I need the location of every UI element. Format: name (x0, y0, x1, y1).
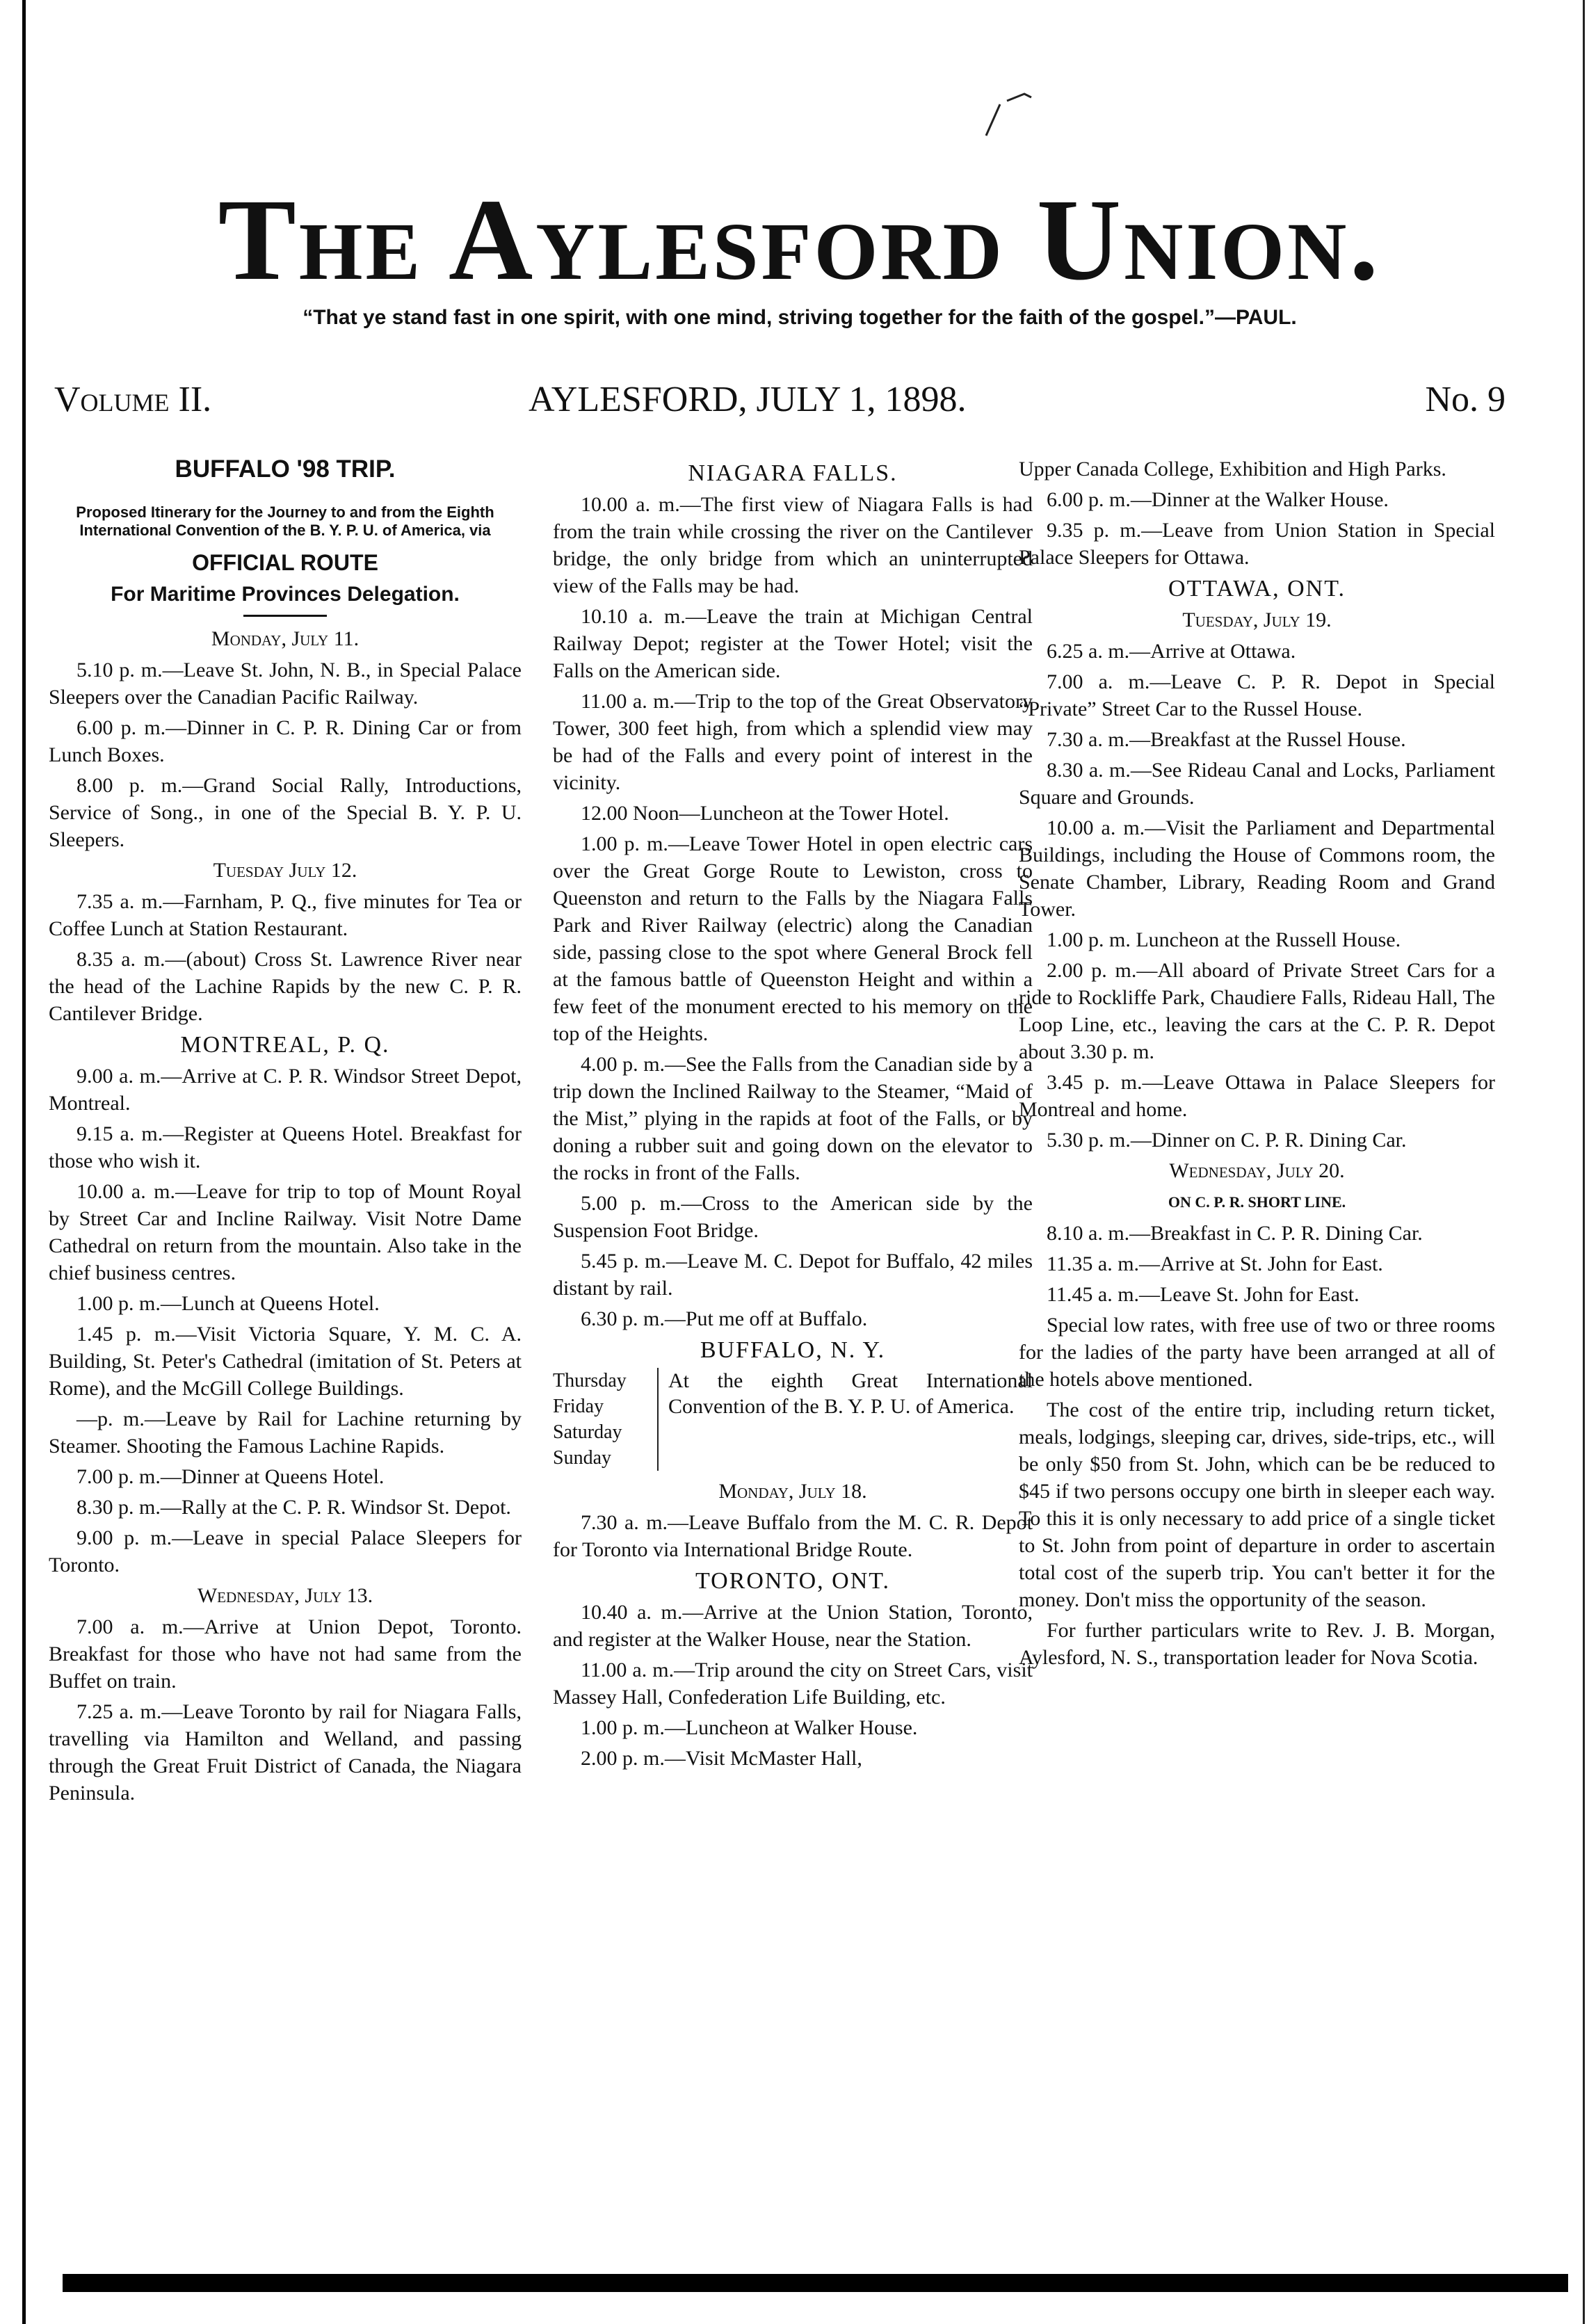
notice-paragraph: Special low rates, with free use of two or three rooms for the ladies of the party have been arranged at all of the hotels above mentioned. (1019, 1314, 1495, 1391)
itinerary-item: 7.00 a. m.—Arrive at Union Depot, Toronto. Breakfast for those who have not had same from the Buffet on train. (49, 1615, 522, 1693)
itinerary-item: —p. m.—Leave by Rail for Lachine returning by Steamer. Shooting the Famous Lachine Rapids. (49, 1407, 522, 1458)
delegation-heading: For Maritime Provinces Delegation. (111, 583, 460, 606)
itinerary-item: 11.35 a. m.—Arrive at St. John for East. (1047, 1252, 1383, 1275)
place-heading: MONTREAL, P. Q. (180, 1032, 390, 1058)
place-heading: BUFFALO, N. Y. (700, 1337, 886, 1363)
dateline: AYLESFORD, JULY 1, 1898. (529, 380, 967, 419)
itinerary-item: 5.00 p. m.—Cross to the American side by the Suspension Foot Bridge. (553, 1192, 1033, 1242)
itinerary-item: 9.00 a. m.—Arrive at C. P. R. Windsor Street Depot, Montreal. (49, 1065, 522, 1115)
column-1 (49, 455, 522, 2261)
itinerary-item: 8.30 p. m.—Rally at the C. P. R. Windsor St. Depot. (76, 1496, 511, 1519)
itinerary-item: 2.00 p. m.—Visit McMaster Hall, (581, 1747, 862, 1770)
itinerary-item: 6.30 p. m.—Put me off at Buffalo. (581, 1307, 868, 1330)
day-heading: Tuesday, July 19. (1182, 608, 1332, 631)
pencil-mark (958, 76, 1035, 139)
section-rule (243, 615, 327, 617)
itinerary-item: 10.00 a. m.—Leave for trip to top of Mount Royal by Street Car and Incline Railway. Visit Notre Dame Cathedral on return from the mountain. Also take in the chief business centres. (49, 1180, 522, 1284)
itinerary-item: 3.45 p. m.—Leave Ottawa in Palace Sleepers for Montreal and home. (1019, 1071, 1495, 1121)
itinerary-item: 10.10 a. m.—Leave the train at Michigan Central Railway Depot; register at the Tower Hotel; visit the Falls on the American side. (553, 605, 1033, 682)
itinerary-item: 1.00 p. m.—Luncheon at Walker House. (581, 1716, 918, 1739)
itinerary-item: 8.35 a. m.—(about) Cross St. Lawrence River near the head of the Lachine Rapids by the new C. P. R. Cantilever Bridge. (49, 948, 522, 1025)
itinerary-item: 11.00 a. m.—Trip to the top of the Great Observatory Tower, 300 feet high, from which a splendid view may be had of the Falls and every point of interest in the vicinity. (553, 690, 1033, 794)
day-heading: Tuesday July 12. (213, 859, 357, 882)
day-heading: Monday, July 18. (718, 1480, 867, 1503)
itinerary-item: 5.10 p. m.—Leave St. John, N. B., in Special Palace Sleepers over the Canadian Pacific Railway. (49, 659, 522, 709)
itinerary-item: 9.35 p. m.—Leave from Union Station in Special Palace Sleepers for Ottawa. (1019, 519, 1495, 569)
itinerary-item: 7.35 a. m.—Farnham, P. Q., five minutes for Tea or Coffee Lunch at Station Restaurant. (49, 890, 522, 940)
itinerary-item: 2.00 p. m.—All aboard of Private Street Cars for a ride to Rockliffe Park, Chaudiere Falls, Rideau Hall, The Loop Line, etc., leaving the cars at the C. P. R. Depot about 3.30 p. m. (1019, 959, 1495, 1063)
itinerary-item: 10.00 a. m.—The first view of Niagara Falls is had from the train while crossing the river on the Cantilever bridge, the only bridge from which an uninterrupted view of the Falls may be had. (553, 493, 1033, 597)
itinerary-item: 7.00 a. m.—Leave C. P. R. Depot in Special “Private” Street Car to the Russel House. (1019, 670, 1495, 720)
days-list (553, 1368, 657, 1471)
itinerary-item: 11.00 a. m.—Trip around the city on Street Cars, visit Massey Hall, Confederation Life Building, etc. (553, 1659, 1033, 1709)
volume-label: Volume II. (54, 380, 212, 419)
itinerary-item: 8.10 a. m.—Breakfast in C. P. R. Dining Car. (1047, 1222, 1423, 1245)
itinerary-item: 5.30 p. m.—Dinner on C. P. R. Dining Car. (1047, 1129, 1407, 1152)
itinerary-item: 1.00 p. m.—Lunch at Queens Hotel. (76, 1292, 380, 1315)
itinerary-item: 7.30 a. m.—Leave Buffalo from the M. C. R. Depot for Toronto via International Bridge Route. (553, 1511, 1033, 1561)
masthead-title: The Aylesford Union. (218, 175, 1382, 305)
day-name: Sunday (553, 1447, 611, 1469)
itinerary-item: 7.30 a. m.—Breakfast at the Russel House. (1047, 728, 1406, 751)
itinerary-item: 10.40 a. m.—Arrive at the Union Station, Toronto, and register at the Walker House, near the Station. (553, 1601, 1033, 1651)
page-edge-right (1583, 0, 1585, 2324)
itinerary-item: Upper Canada College, Exhibition and High Parks. (1019, 458, 1446, 481)
itinerary-item: 9.00 p. m.—Leave in special Palace Sleepers for Toronto. (49, 1526, 522, 1576)
day-subheading: ON C. P. R. SHORT LINE. (1168, 1193, 1346, 1211)
masthead-motto: “That ye stand fast in one spirit, with one mind, striving together for the faith of the gospel.”—PAUL. (303, 306, 1297, 329)
itinerary-item: 8.00 p. m.—Grand Social Rally, Introductions, Service of Song., in one of the Special B. Y. P. U. Sleepers. (49, 774, 522, 851)
day-name: Friday (553, 1396, 604, 1417)
itinerary-item: 4.00 p. m.—See the Falls from the Canadian side by a trip down the Inclined Railway to the Steamer, “Maid of the Mist,” plying in the rapids at foot of the Falls, or by doning a rubber suit and going down on the elevator to the rocks in front of the Falls. (553, 1053, 1033, 1184)
itinerary-item: 7.25 a. m.—Leave Toronto by rail for Niagara Falls, travelling via Hamilton and Welland, and passing through the Great Fruit District of Canada, the Niagara Peninsula. (49, 1700, 522, 1805)
article-subtitle: Proposed Itinerary for the Journey to and from the Eighth International Convention of the B. Y. P. U. of America, via (76, 503, 494, 539)
itinerary-item: 6.25 a. m.—Arrive at Ottawa. (1047, 640, 1296, 663)
day-heading: Wednesday, July 20. (1169, 1159, 1345, 1182)
notice-paragraph: The cost of the entire trip, including return ticket, meals, lodgings, sleeping car, drives, side-trips, etc., will be only $50 from St. John, which can be be reduced to $45 if two persons occupy one birth in sleeper each way. To this it is only necessary to add price of a single ticket to St. John from point of departure in order to ascertain total cost of the superb trip. You can't better it for the money. Don't miss the opportunity of the season. (1019, 1398, 1495, 1611)
itinerary-item: 5.45 p. m.—Leave M. C. Depot for Buffalo, 42 miles distant by rail. (553, 1250, 1033, 1300)
day-heading: Wednesday, July 13. (197, 1584, 373, 1607)
page-edge-left (22, 0, 26, 2324)
day-heading: Monday, July 11. (211, 627, 360, 650)
place-heading: NIAGARA FALLS. (688, 460, 898, 486)
itinerary-item: 1.45 p. m.—Visit Victoria Square, Y. M. C. A. Building, St. Peter's Cathedral (imitation of St. Peters at Rome), and the McGill College Buildings. (49, 1323, 522, 1400)
itinerary-item: 6.00 p. m.—Dinner at the Walker House. (1047, 488, 1389, 511)
place-heading: OTTAWA, ONT. (1168, 576, 1346, 602)
article-title: BUFFALO '98 TRIP. (175, 455, 396, 483)
place-heading: TORONTO, ONT. (695, 1568, 891, 1594)
itinerary-item: 10.00 a. m.—Visit the Parliament and Departmental Buildings, including the House of Commons room, the Senate Chamber, Library, Reading Room and Grand Tower. (1019, 816, 1495, 921)
day-name: Saturday (553, 1421, 622, 1443)
itinerary-item: 8.30 a. m.—See Rideau Canal and Locks, Parliament Square and Grounds. (1019, 759, 1495, 809)
column-2 (553, 455, 1033, 2261)
itinerary-item: 1.00 p. m.—Leave Tower Hotel in open electric cars over the Great Gorge Route to Lewiston, cross to Queenston and return to the Falls by the Niagara Falls Park and River Railway (electric) along the Canadian side, passing close to the spot where General Brock fell at the famous battle of Queenston Height and within a few feet of the monument erected to his memory on the top of the Heights. (553, 832, 1033, 1045)
itinerary-item: 12.00 Noon—Luncheon at the Tower Hotel. (581, 802, 949, 825)
itinerary-item: 9.15 a. m.—Register at Queens Hotel. Breakfast for those who wish it. (49, 1122, 522, 1172)
convention-days (553, 1368, 1033, 1471)
convention-note: At the eighth Great International Convention of the B. Y. P. U. of America. (657, 1368, 1033, 1471)
official-route-heading: OFFICIAL ROUTE (192, 550, 378, 575)
notice-paragraph: For further particulars write to Rev. J. B. Morgan, Aylesford, N. S., transportation leader for Nova Scotia. (1019, 1619, 1495, 1669)
itinerary-item: 1.00 p. m. Luncheon at the Russell House. (1047, 928, 1401, 951)
issue-number: No. 9 (1425, 380, 1506, 419)
column-3 (1019, 455, 1495, 2261)
itinerary-item: 6.00 p. m.—Dinner in C. P. R. Dining Car or from Lunch Boxes. (49, 716, 522, 766)
itinerary-item: 11.45 a. m.—Leave St. John for East. (1047, 1283, 1360, 1306)
day-name: Thursday (553, 1370, 627, 1391)
bottom-rule (63, 2274, 1568, 2292)
itinerary-item: 7.00 p. m.—Dinner at Queens Hotel. (76, 1465, 385, 1488)
